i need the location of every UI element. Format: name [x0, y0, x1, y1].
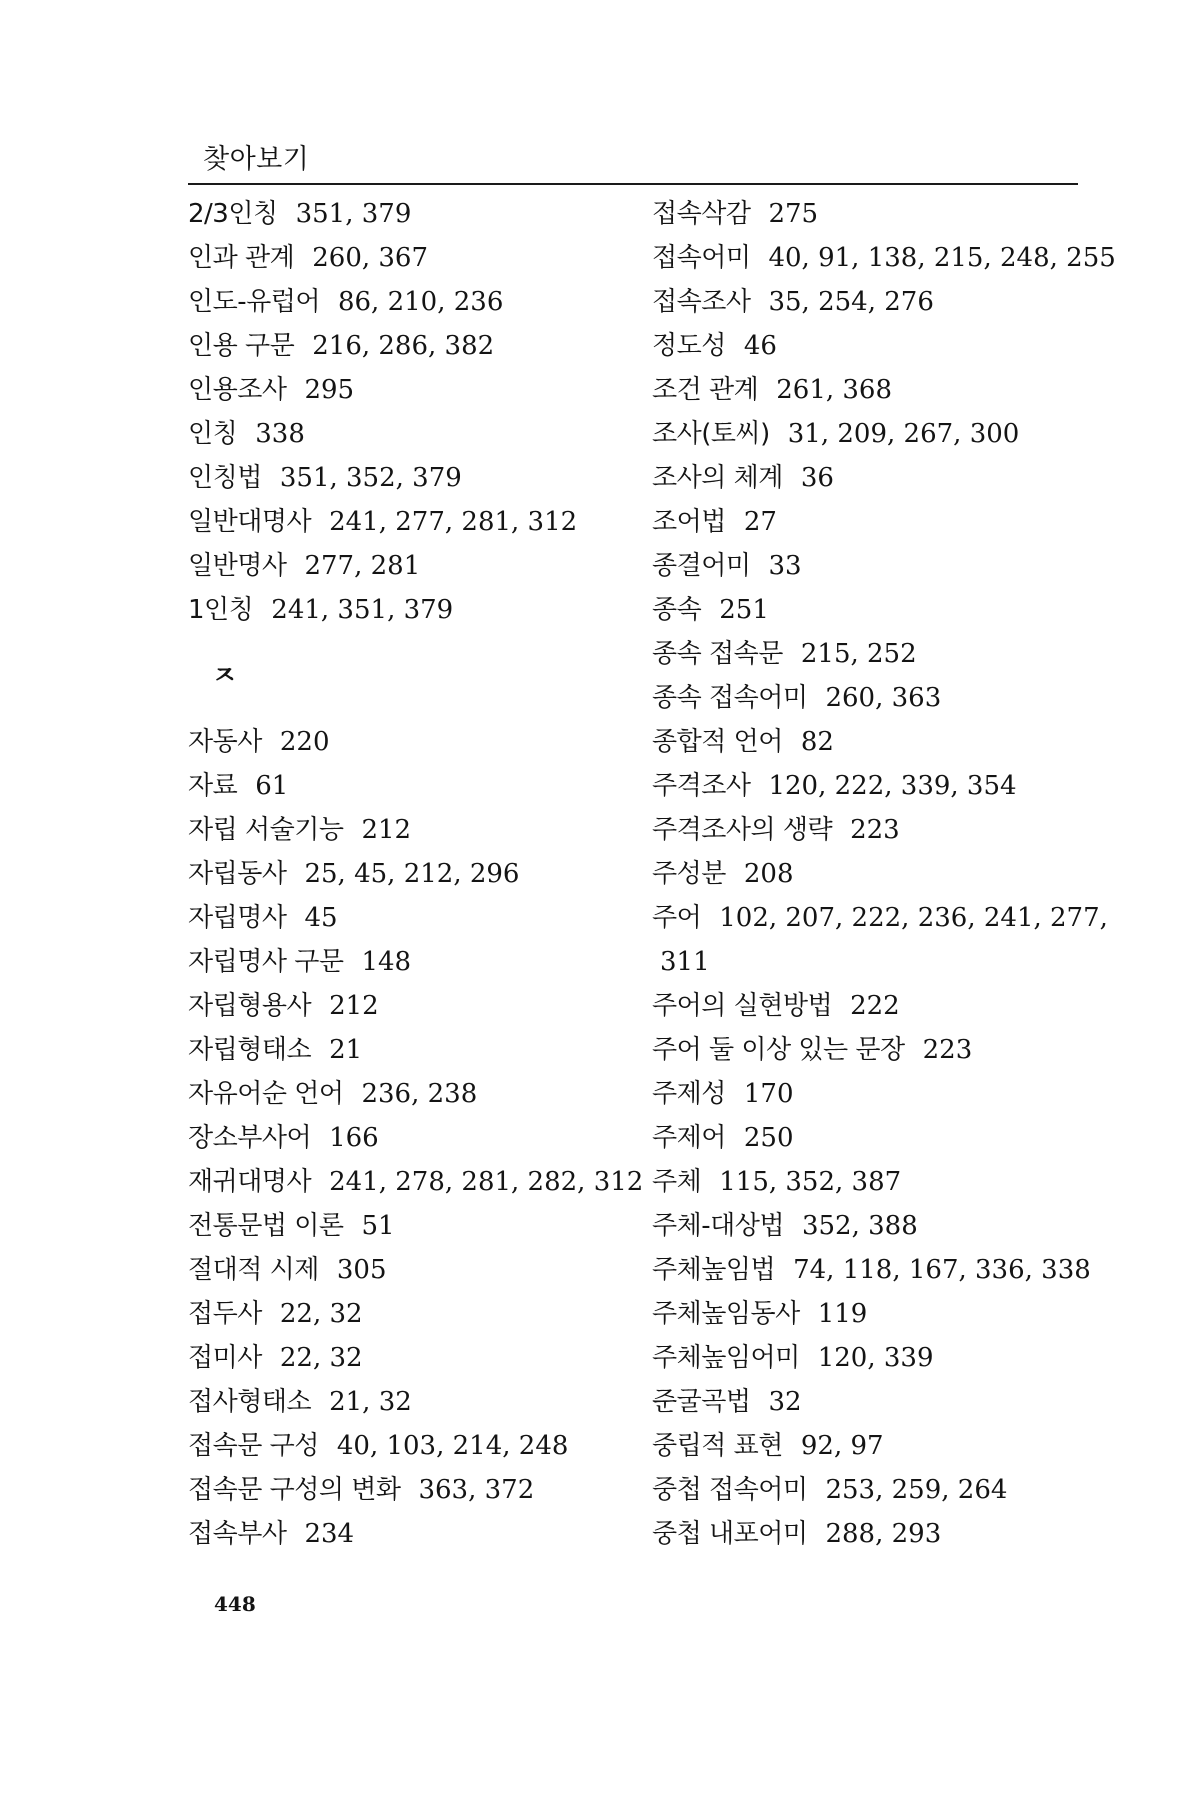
index-entry — [652, 236, 1116, 280]
index-entry — [188, 588, 658, 632]
index-page-refs: 241, 277, 281, 312 — [329, 507, 578, 537]
index-term: 인과 관계 — [188, 243, 295, 273]
index-term: 종속 접속어미 — [652, 683, 808, 713]
index-page-refs: 36 — [800, 463, 834, 493]
index-term: 주제어 — [652, 1123, 726, 1153]
index-page-refs: 166 — [329, 1123, 379, 1153]
index-page-refs: 223 — [850, 815, 900, 845]
index-entry — [188, 1336, 658, 1380]
index-entry — [188, 984, 658, 1028]
index-term: 재귀대명사 — [188, 1167, 312, 1197]
index-entry — [652, 720, 1082, 764]
index-page-refs: 363, 372 — [418, 1475, 535, 1505]
index-entry — [652, 1160, 1082, 1204]
index-term: 접속문 구성의 변화 — [188, 1475, 401, 1505]
index-entry — [652, 852, 1082, 896]
index-page-refs: 261, 368 — [776, 375, 893, 405]
index-term: 주체높임어미 — [652, 1343, 800, 1373]
index-page-refs: 236, 238 — [361, 1079, 478, 1109]
index-term: 주격조사 — [652, 771, 751, 801]
index-page-refs: 208 — [743, 859, 794, 889]
index-term: 일반명사 — [188, 551, 287, 581]
index-term: 조사(토씨) — [652, 419, 770, 449]
index-page-refs: 25, 45, 212, 296 — [304, 859, 520, 889]
header-rule — [188, 183, 1078, 185]
index-term: 자립 서술기능 — [188, 815, 344, 845]
index-page-refs: 352, 388 — [801, 1211, 918, 1241]
index-term: 접속부사 — [188, 1519, 287, 1549]
index-page-refs: 102, 207, 222, 236, 241, 277, — [719, 903, 1108, 933]
index-term: 정도성 — [652, 331, 726, 361]
index-column-right — [652, 192, 1116, 1556]
index-term: 자동사 — [188, 727, 262, 757]
index-page-refs: 22, 32 — [279, 1343, 363, 1373]
index-page-refs: 215, 252 — [800, 639, 917, 669]
index-entry — [652, 368, 1082, 412]
index-entry — [652, 1468, 1082, 1512]
index-page-refs: 61 — [255, 771, 289, 801]
index-entry — [652, 324, 1082, 368]
index-term: 절대적 시제 — [188, 1255, 319, 1285]
index-term: 종속 접속문 — [652, 639, 783, 669]
index-entry — [188, 280, 658, 324]
index-term: 2/3인칭 — [188, 199, 278, 229]
index-page-refs: 351, 379 — [295, 199, 412, 229]
index-page-refs: 170 — [743, 1079, 794, 1109]
index-entry — [188, 192, 658, 236]
index-page-refs: 45 — [304, 903, 338, 933]
index-page-refs: 275 — [768, 199, 819, 229]
index-term: 자립명사 구문 — [188, 947, 344, 977]
index-term: 인도-유럽어 — [188, 287, 320, 317]
index-entry — [652, 764, 1082, 808]
index-entry — [188, 852, 658, 896]
index-term: 중첩 내포어미 — [652, 1519, 808, 1549]
index-term: 접속삭감 — [652, 199, 751, 229]
index-term: 접속문 구성 — [188, 1431, 319, 1461]
index-term: 종속 — [652, 595, 702, 625]
index-page-refs: 119 — [817, 1299, 868, 1329]
index-entry — [188, 368, 658, 412]
index-column-left — [188, 192, 658, 1556]
index-term: 주어 둘 이상 있는 문장 — [652, 1035, 905, 1065]
index-page-refs: 223 — [922, 1035, 973, 1065]
index-page-refs-continued: 311 — [660, 947, 710, 977]
index-entry — [188, 1380, 658, 1424]
index-term: 종결어미 — [652, 551, 751, 581]
index-term: 자료 — [188, 771, 238, 801]
index-term: 조어법 — [652, 507, 726, 537]
index-entry — [652, 1424, 1082, 1468]
index-entry — [188, 412, 658, 456]
index-page-refs: 32 — [768, 1387, 802, 1417]
index-term: 접두사 — [188, 1299, 262, 1329]
index-entry — [652, 1072, 1082, 1116]
index-term: 인칭 — [188, 419, 238, 449]
index-entry — [652, 1248, 1091, 1292]
index-entry — [652, 1512, 1082, 1556]
index-page-refs: 46 — [743, 331, 777, 361]
index-term: 자립형태소 — [188, 1035, 312, 1065]
index-entry — [652, 500, 1082, 544]
index-entry — [652, 1116, 1082, 1160]
index-entry — [652, 1204, 1082, 1248]
index-term: 인용 구문 — [188, 331, 295, 361]
index-page-refs: 241, 351, 379 — [271, 595, 454, 625]
index-term: 주격조사의 생략 — [652, 815, 833, 845]
index-page-refs: 22, 32 — [279, 1299, 363, 1329]
index-page-refs: 21 — [329, 1035, 363, 1065]
index-entry — [652, 456, 1082, 500]
index-term: 인용조사 — [188, 375, 287, 405]
index-entry — [188, 1028, 658, 1072]
index-term: 주체높임법 — [652, 1255, 776, 1285]
index-page-refs: 51 — [361, 1211, 395, 1241]
index-entry — [652, 676, 1082, 720]
index-entry — [188, 1248, 658, 1292]
index-entry — [188, 1292, 658, 1336]
index-entry — [188, 544, 658, 588]
index-entry — [188, 456, 658, 500]
index-page-refs: 92, 97 — [800, 1431, 884, 1461]
index-term: 주제성 — [652, 1079, 726, 1109]
index-section-heading: ㅈ — [212, 661, 238, 691]
index-page-refs: 305 — [336, 1255, 387, 1285]
index-page-refs: 120, 339 — [817, 1343, 934, 1373]
index-page-refs: 288, 293 — [825, 1519, 942, 1549]
index-entry — [188, 720, 658, 764]
index-entry — [188, 1204, 658, 1248]
index-entry — [652, 1380, 1082, 1424]
index-page-refs: 295 — [304, 375, 355, 405]
index-entry — [188, 1512, 658, 1556]
index-page-refs: 35, 254, 276 — [768, 287, 934, 317]
index-entry — [652, 896, 1108, 984]
index-entry — [188, 324, 658, 368]
index-entry — [188, 764, 658, 808]
index-term: 접사형태소 — [188, 1387, 312, 1417]
index-page-refs: 251 — [719, 595, 769, 625]
index-entry — [188, 896, 658, 940]
index-term: 일반대명사 — [188, 507, 312, 537]
index-page-refs: 260, 363 — [825, 683, 942, 713]
index-entry — [652, 544, 1082, 588]
index-page-refs: 120, 222, 339, 354 — [768, 771, 1017, 801]
index-page-refs: 222 — [850, 991, 900, 1021]
index-term: 주체-대상법 — [652, 1211, 784, 1241]
index-term: 주체높임동사 — [652, 1299, 800, 1329]
index-entry — [188, 1072, 658, 1116]
index-page-refs: 216, 286, 382 — [312, 331, 495, 361]
index-page-refs: 31, 209, 267, 300 — [787, 419, 1020, 449]
index-term: 주어 — [652, 903, 702, 933]
index-term: 종합적 언어 — [652, 727, 783, 757]
index-page-refs: 220 — [279, 727, 330, 757]
index-term: 중립적 표현 — [652, 1431, 783, 1461]
index-entry — [652, 1336, 1082, 1380]
index-term: 접미사 — [188, 1343, 262, 1373]
index-term: 주체 — [652, 1167, 702, 1197]
index-term: 조건 관계 — [652, 375, 759, 405]
index-term: 준굴곡법 — [652, 1387, 751, 1417]
index-entry — [652, 808, 1082, 852]
index-term: 접속어미 — [652, 243, 751, 273]
index-page-refs: 234 — [304, 1519, 355, 1549]
index-entry — [188, 808, 658, 852]
index-page-refs: 338 — [255, 419, 305, 449]
index-entry — [188, 500, 658, 544]
index-entry — [652, 192, 1082, 236]
index-entry — [652, 280, 1082, 324]
index-page-refs: 27 — [743, 507, 777, 537]
index-page-refs: 82 — [800, 727, 834, 757]
index-term: 중첩 접속어미 — [652, 1475, 808, 1505]
index-entry — [652, 984, 1082, 1028]
index-page-refs: 250 — [743, 1123, 794, 1153]
index-entry — [188, 1160, 658, 1204]
index-page-refs: 148 — [361, 947, 412, 977]
page-header-title: 찾아보기 — [203, 144, 310, 175]
index-term: 자립명사 — [188, 903, 287, 933]
index-entry — [188, 940, 658, 984]
index-entry — [188, 1424, 658, 1468]
index-page-refs: 74, 118, 167, 336, 338 — [793, 1255, 1091, 1285]
index-page-refs: 115, 352, 387 — [719, 1167, 902, 1197]
index-term: 조사의 체계 — [652, 463, 783, 493]
index-entry — [188, 1468, 658, 1512]
index-entry — [652, 1292, 1082, 1336]
index-entry — [652, 588, 1082, 632]
index-term: 주성분 — [652, 859, 726, 889]
index-page-refs: 241, 278, 281, 282, 312 — [329, 1167, 644, 1197]
index-term: 주어의 실현방법 — [652, 991, 833, 1021]
index-page-refs: 277, 281 — [304, 551, 421, 581]
index-page-refs: 260, 367 — [312, 243, 429, 273]
index-page-refs: 212 — [329, 991, 379, 1021]
index-term: 1인칭 — [188, 595, 254, 625]
index-page-refs: 40, 103, 214, 248 — [336, 1431, 569, 1461]
index-entry — [652, 1028, 1082, 1072]
index-page-refs: 253, 259, 264 — [825, 1475, 1008, 1505]
index-term: 전통문법 이론 — [188, 1211, 344, 1241]
index-page-refs: 21, 32 — [329, 1387, 412, 1417]
index-term: 장소부사어 — [188, 1123, 312, 1153]
index-page-refs: 33 — [768, 551, 802, 581]
index-page-refs: 351, 352, 379 — [279, 463, 462, 493]
index-term: 접속조사 — [652, 287, 751, 317]
page-number: 448 — [214, 1592, 256, 1616]
index-term: 자립동사 — [188, 859, 287, 889]
index-entry — [652, 632, 1082, 676]
index-term: 인칭법 — [188, 463, 262, 493]
index-entry — [188, 1116, 658, 1160]
index-term: 자립형용사 — [188, 991, 312, 1021]
index-entry — [188, 236, 658, 280]
index-term: 자유어순 언어 — [188, 1079, 344, 1109]
index-page-refs: 40, 91, 138, 215, 248, 255 — [768, 243, 1116, 273]
index-page-refs: 86, 210, 236 — [337, 287, 504, 317]
index-page-refs: 212 — [361, 815, 412, 845]
index-entry — [652, 412, 1082, 456]
